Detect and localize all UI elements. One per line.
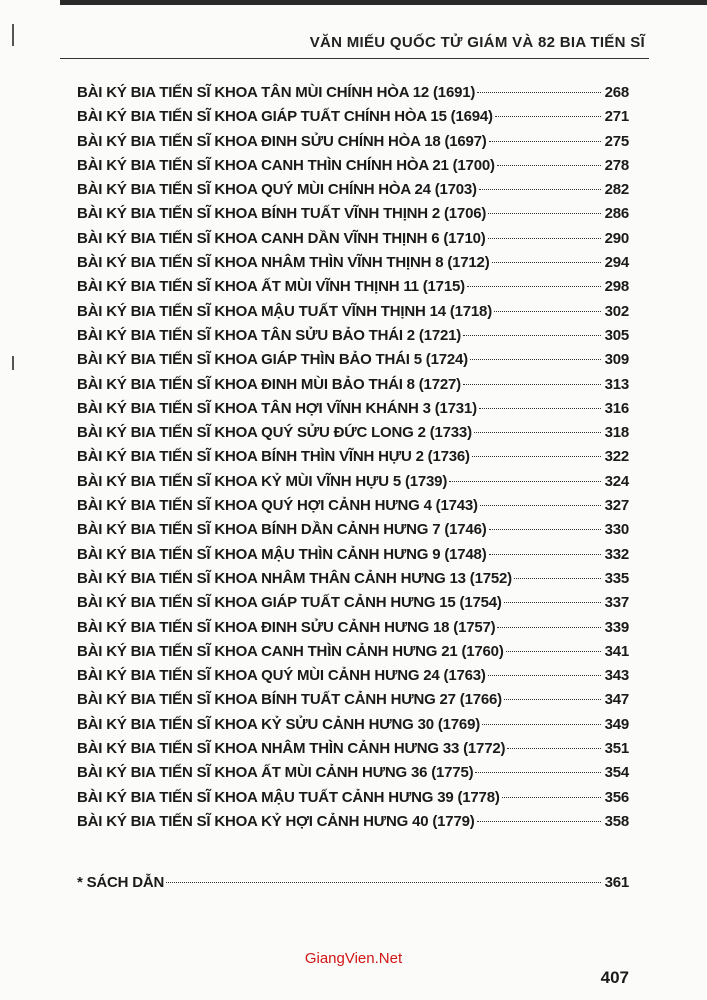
toc-entry-title: BÀI KÝ BIA TIẾN SĨ KHOA NHÂM THÌN VĨNH THỊNH 8 (1712) — [77, 254, 490, 272]
leader-dots — [507, 748, 601, 749]
toc-entry-title: BÀI KÝ BIA TIẾN SĨ KHOA QUÝ SỬU ĐỨC LONG 2 (1733) — [77, 424, 472, 442]
leader-dots — [489, 529, 601, 530]
toc-entry-title: BÀI KÝ BIA TIẾN SĨ KHOA CANH THÌN CẢNH HƯNG 21 (1760) — [77, 642, 504, 660]
toc-entry-title: BÀI KÝ BIA TIẾN SĨ KHOA GIÁP TUẤT CẢNH HƯNG 15 (1754) — [77, 594, 502, 612]
toc-entry[interactable] — [77, 254, 629, 278]
toc-entry[interactable] — [77, 521, 629, 545]
toc-entry[interactable] — [77, 205, 629, 229]
toc-entry-title: BÀI KÝ BIA TIẾN SĨ KHOA MẬU TUẤT VĨNH THỊNH 14 (1718) — [77, 302, 492, 320]
toc-entry[interactable] — [77, 303, 629, 327]
leader-dots — [474, 432, 601, 433]
index-entry-title: * SÁCH DẪN — [77, 874, 165, 891]
toc-entry[interactable] — [77, 157, 629, 181]
toc-entry-title: BÀI KÝ BIA TIẾN SĨ KHOA CANH DẦN VĨNH THỊNH 6 (1710) — [77, 229, 486, 247]
toc-entry[interactable] — [77, 400, 629, 424]
toc-entry-page: 335 — [604, 569, 629, 587]
toc-entry-page: 290 — [604, 229, 629, 247]
toc-entry-title: BÀI KÝ BIA TIẾN SĨ KHOA NHÂM THÌN CẢNH HƯNG 33 (1772) — [77, 740, 506, 758]
toc-entry-page: 356 — [604, 788, 629, 806]
leader-dots — [488, 238, 601, 239]
index-entry[interactable] — [77, 874, 629, 898]
toc-entry-page: 318 — [604, 424, 629, 442]
toc-entry[interactable] — [77, 351, 629, 375]
leader-dots — [463, 384, 601, 385]
toc-entry[interactable] — [77, 327, 629, 351]
toc-entry-page: 347 — [604, 691, 629, 709]
toc-entry-page: 341 — [604, 642, 629, 660]
toc-entry[interactable] — [77, 619, 629, 643]
toc-entry-title: BÀI KÝ BIA TIẾN SĨ KHOA GIÁP THÌN BẢO THÁI 5 (1724) — [77, 351, 468, 369]
leader-dots — [166, 882, 601, 883]
leader-dots — [495, 116, 601, 117]
toc-row — [77, 874, 629, 898]
toc-entry-page: 294 — [604, 254, 629, 272]
leader-dots — [449, 481, 601, 482]
toc-entry-page: 332 — [604, 545, 629, 563]
toc-entry-title: BÀI KÝ BIA TIẾN SĨ KHOA KỶ SỬU CẢNH HƯNG 30 (1769) — [77, 715, 481, 733]
toc-entry-title: BÀI KÝ BIA TIẾN SĨ KHOA KỶ HỢI CẢNH HƯNG 40 (1779) — [77, 812, 475, 830]
running-header: VĂN MIẾU QUỐC TỬ GIÁM VÀ 82 BIA TIẾN SĨ — [309, 34, 645, 51]
leader-dots — [489, 554, 602, 555]
toc-entry-title: BÀI KÝ BIA TIẾN SĨ KHOA ĐINH SỬU CẢNH HƯNG 18 (1757) — [77, 618, 496, 636]
toc-entry-page: 349 — [604, 715, 629, 733]
leader-dots — [492, 262, 602, 263]
toc-entry-title: BÀI KÝ BIA TIẾN SĨ KHOA NHÂM THÂN CẢNH HƯNG 13 (1752) — [77, 569, 512, 587]
toc-entry-title: BÀI KÝ BIA TIẾN SĨ KHOA TÂN MÙI CHÍNH HÒA 12 (1691) — [77, 84, 476, 101]
toc-entry-title: BÀI KÝ BIA TIẾN SĨ KHOA BÍNH TUẤT VĨNH THỊNH 2 (1706) — [77, 205, 487, 223]
toc-entry-title: BÀI KÝ BIA TIẾN SĨ KHOA MẬU THÌN CẢNH HƯNG 9 (1748) — [77, 545, 487, 563]
leader-dots — [477, 821, 601, 822]
toc-entry[interactable] — [77, 667, 629, 691]
toc-entry-page: 316 — [604, 399, 629, 417]
toc-entry[interactable] — [77, 546, 629, 570]
toc-entry[interactable] — [77, 497, 629, 521]
leader-dots — [488, 675, 601, 676]
leader-dots — [470, 359, 601, 360]
margin-mark — [12, 24, 14, 46]
toc-entry-page: 309 — [604, 351, 629, 369]
toc-entry[interactable] — [77, 716, 629, 740]
toc-entry-title: BÀI KÝ BIA TIẾN SĨ KHOA QUÝ MÙI CẢNH HƯNG 24 (1763) — [77, 667, 486, 685]
toc-entry[interactable] — [77, 278, 629, 302]
leader-dots — [477, 92, 601, 93]
leader-dots — [497, 627, 601, 628]
toc-entry-title: BÀI KÝ BIA TIẾN SĨ KHOA MẬU TUẤT CẢNH HƯNG 39 (1778) — [77, 788, 500, 806]
toc-entry-page: 354 — [604, 764, 629, 782]
toc-entry[interactable] — [77, 133, 629, 157]
table-of-contents — [77, 84, 629, 837]
toc-entry-page: 337 — [604, 594, 629, 612]
toc-entry[interactable] — [77, 181, 629, 205]
leader-dots — [494, 311, 601, 312]
leader-dots — [463, 335, 601, 336]
toc-entry-title: BÀI KÝ BIA TIẾN SĨ KHOA TÂN SỬU BẢO THÁI 2 (1721) — [77, 326, 462, 344]
toc-entry-title: BÀI KÝ BIA TIẾN SĨ KHOA ĐINH MÙI BẢO THÁI 8 (1727) — [77, 375, 461, 393]
toc-entry-page: 343 — [604, 667, 629, 685]
leader-dots — [480, 505, 601, 506]
toc-entry-page: 324 — [604, 472, 629, 490]
leader-dots — [497, 165, 601, 166]
toc-entry-title: BÀI KÝ BIA TIẾN SĨ KHOA ẤT MÙI CẢNH HƯNG 36 (1775) — [77, 764, 474, 782]
leader-dots — [467, 286, 601, 287]
toc-entry-title: BÀI KÝ BIA TIẾN SĨ KHOA KỶ MÙI VĨNH HỰU 5 (1739) — [77, 472, 448, 490]
toc-entry-page: 286 — [604, 205, 629, 223]
toc-entry-title: BÀI KÝ BIA TIẾN SĨ KHOA TÂN HỢI VĨNH KHÁNH 3 (1731) — [77, 399, 477, 417]
toc-entry-page: 339 — [604, 618, 629, 636]
toc-entry-title: BÀI KÝ BIA TIẾN SĨ KHOA QUÝ MÙI CHÍNH HÒA 24 (1703) — [77, 181, 477, 199]
toc-entry-title: BÀI KÝ BIA TIẾN SĨ KHOA ẤT MÙI VĨNH THỊNH 11 (1715) — [77, 278, 465, 296]
toc-entry-page: 313 — [604, 375, 629, 393]
leader-dots — [479, 408, 601, 409]
toc-entry[interactable] — [77, 473, 629, 497]
toc-entry-page: 268 — [604, 84, 629, 101]
toc-entry-title: BÀI KÝ BIA TIẾN SĨ KHOA CANH THÌN CHÍNH HÒA 21 (1700) — [77, 156, 495, 174]
toc-entry-title: BÀI KÝ BIA TIẾN SĨ KHOA QUÝ HỢI CẢNH HƯNG 4 (1743) — [77, 497, 478, 515]
leader-dots — [504, 699, 601, 700]
toc-entry[interactable] — [77, 424, 629, 448]
toc-entry-title: BÀI KÝ BIA TIẾN SĨ KHOA ĐINH SỬU CHÍNH HÒA 18 (1697) — [77, 132, 487, 150]
toc-entry-title: BÀI KÝ BIA TIẾN SĨ KHOA BÍNH THÌN VĨNH HỰU 2 (1736) — [77, 448, 470, 466]
toc-entry[interactable] — [77, 376, 629, 400]
toc-entry-page: 282 — [604, 181, 629, 199]
leader-dots — [472, 456, 601, 457]
leader-dots — [482, 724, 601, 725]
toc-entry[interactable] — [77, 570, 629, 594]
leader-dots — [479, 189, 601, 190]
toc-entry-page: 330 — [604, 521, 629, 539]
toc-entry[interactable] — [77, 448, 629, 472]
toc-entry-page: 351 — [604, 740, 629, 758]
toc-entry-page: 302 — [604, 302, 629, 320]
toc-entry-title: BÀI KÝ BIA TIẾN SĨ KHOA BÍNH DẦN CẢNH HƯNG 7 (1746) — [77, 521, 487, 539]
leader-dots — [489, 141, 601, 142]
toc-entry[interactable] — [77, 594, 629, 618]
toc-entry[interactable] — [77, 230, 629, 254]
toc-entry[interactable] — [77, 84, 629, 108]
index-entry-page: 361 — [604, 874, 629, 891]
leader-dots — [504, 602, 601, 603]
leader-dots — [506, 651, 601, 652]
toc-entry[interactable] — [77, 643, 629, 667]
leader-dots — [514, 578, 601, 579]
watermark: GiangVien.Net — [304, 950, 403, 967]
toc-entry[interactable] — [77, 789, 629, 813]
toc-entry-page: 322 — [604, 448, 629, 466]
leader-dots — [488, 213, 601, 214]
toc-entry-page: 275 — [604, 132, 629, 150]
toc-entry-title: BÀI KÝ BIA TIẾN SĨ KHOA GIÁP TUẤT CHÍNH HÒA 15 (1694) — [77, 108, 493, 126]
toc-entry[interactable] — [77, 764, 629, 788]
toc-entry-title: BÀI KÝ BIA TIẾN SĨ KHOA BÍNH TUẤT CẢNH HƯNG 27 (1766) — [77, 691, 502, 709]
top-edge-bar — [60, 0, 707, 5]
leader-dots — [475, 772, 601, 773]
margin-mark — [12, 356, 14, 370]
header-rule — [60, 58, 649, 59]
leader-dots — [502, 797, 601, 798]
toc-entry-page: 298 — [604, 278, 629, 296]
toc-entry-page: 271 — [604, 108, 629, 126]
page-number: 407 — [600, 968, 629, 987]
toc-entry[interactable] — [77, 691, 629, 715]
toc-entry-page: 278 — [604, 156, 629, 174]
toc-entry[interactable] — [77, 108, 629, 132]
toc-entry[interactable] — [77, 740, 629, 764]
toc-entry-page: 358 — [604, 812, 629, 830]
toc-entry[interactable] — [77, 813, 629, 837]
toc-entry-page: 327 — [604, 497, 629, 515]
toc-entry-page: 305 — [604, 326, 629, 344]
